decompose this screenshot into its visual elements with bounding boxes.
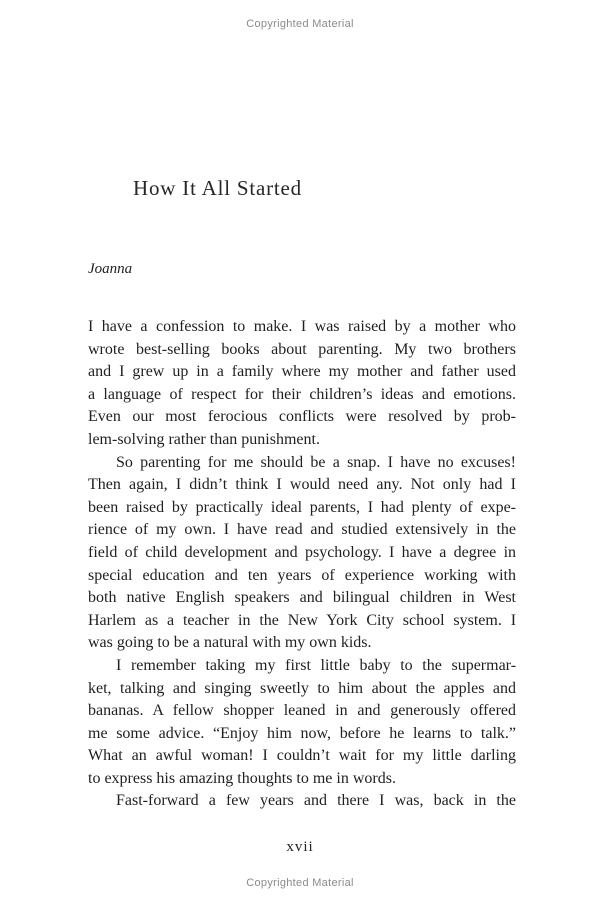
text-line [88,452,516,475]
text-line [88,587,516,610]
body-text [88,316,516,813]
text-line [88,768,516,791]
text-line [88,361,516,384]
chapter-title: How It All Started [133,176,302,200]
text-line [88,723,516,746]
text-line [88,542,516,565]
author-byline: Joanna [88,261,133,277]
text-line [88,316,516,339]
text-line-content: a language of respect for their children’s ideas and emotions. [88,385,516,403]
copyright-notice-top: Copyrighted Material [246,18,354,30]
copyright-notice-bottom: Copyrighted Material [246,877,354,889]
text-line-content: bananas. A fellow shopper leaned in and generously offered [88,702,517,720]
text-line [88,700,516,723]
text-line [88,429,516,452]
text-line-content: lem-solving rather than punishment. [88,430,320,448]
text-line-content: special education and ten years of experience working with [88,566,516,584]
text-line-content: and I grew up in a family where my mother and father used [88,363,516,381]
text-line-content: field of child development and psychology. I have a degree in [88,543,517,561]
text-line-content: Even our most ferocious conflicts were resolved by prob- [88,408,516,426]
text-line [88,406,516,429]
text-line [88,790,516,813]
text-line-content: Fast-forward a few years and there I was, back in the [116,792,516,810]
text-line [88,565,516,588]
text-line-content: Then again, I didn’t think I would need any. Not only had I [88,476,516,494]
paragraph [88,655,516,791]
text-line [88,474,516,497]
text-line [88,339,516,362]
text-line [88,745,516,768]
text-line-content: ket, talking and singing sweetly to him about the apples and [88,679,516,697]
text-line [88,632,516,655]
text-line [88,655,516,678]
text-line-content: Harlem as a teacher in the New York City school system. I [88,611,517,629]
paragraph [88,316,516,452]
text-line-content: So parenting for me should be a snap. I have no excuses! [116,453,516,471]
text-line-content: What an awful woman! I couldn’t wait for my little darling [88,747,516,765]
text-line-content: been raised by practically ideal parents, I had plenty of expe- [88,498,516,516]
text-line-content: me some advice. “Enjoy him now, before he learns to talk.” [88,724,516,742]
paragraph [88,452,516,655]
text-line-content: I remember taking my first little baby to the supermar- [116,656,517,674]
text-line [88,519,516,542]
text-line-content: to express his amazing thoughts to me in words. [88,769,396,787]
page-number: xvii [286,839,314,855]
text-line [88,678,516,701]
text-line-content: both native English speakers and bilingual children in West [88,589,516,607]
text-line-content: I have a confession to make. I was raised by a mother who [88,318,516,335]
text-line [88,610,516,633]
text-line [88,384,516,407]
text-line-content: rience of my own. I have read and studied extensively in the [88,521,516,539]
text-line-content: was going to be a natural with my own kids. [88,634,372,652]
text-line-content: wrote best-selling books about parenting. My two brothers [88,340,516,358]
paragraph [88,790,516,813]
text-line [88,497,516,520]
